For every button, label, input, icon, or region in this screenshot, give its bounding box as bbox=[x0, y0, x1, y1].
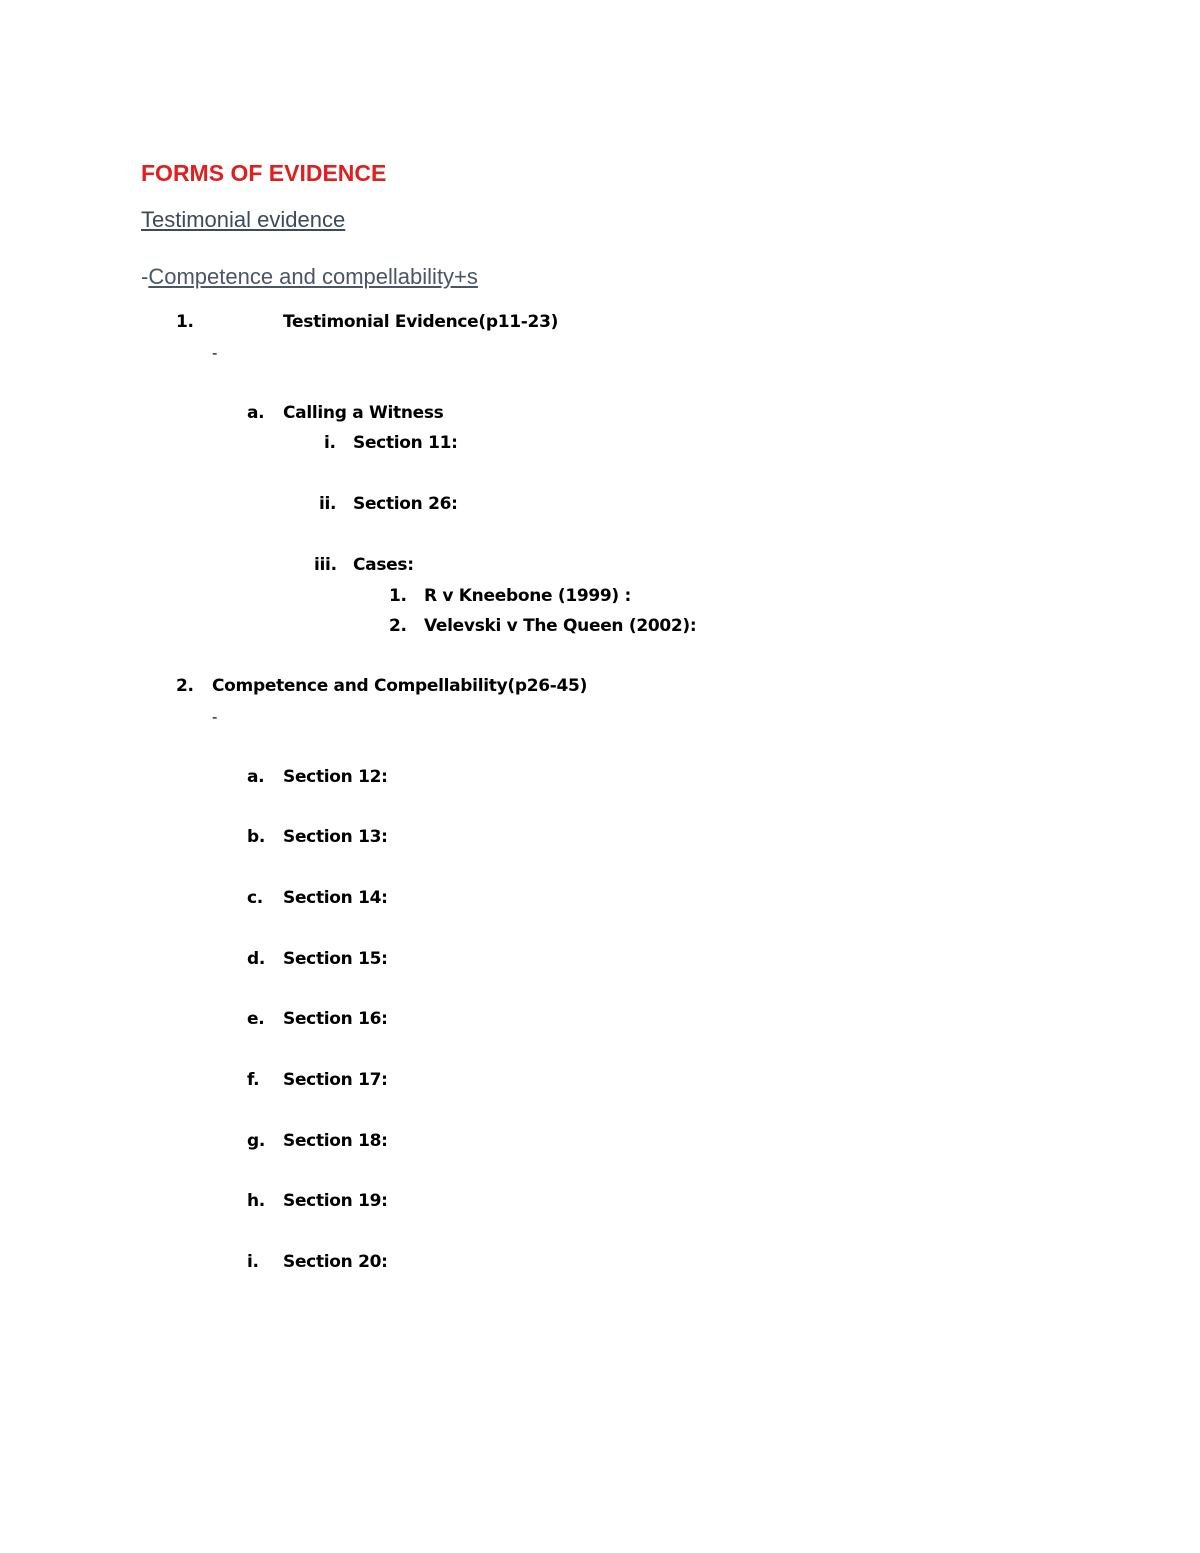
section-1-a-ii-label: Section 26: bbox=[353, 494, 458, 514]
topic-text: Competence and compellability+s bbox=[148, 264, 478, 289]
section-2-f-marker: f. bbox=[247, 1070, 260, 1090]
document-subtitle: Testimonial evidence bbox=[141, 207, 346, 232]
section-1-a-i-marker: i. bbox=[324, 433, 336, 453]
section-2-e-marker: e. bbox=[247, 1009, 265, 1029]
topic-prefix: - bbox=[141, 264, 149, 289]
section-2-a-marker: a. bbox=[247, 767, 265, 787]
section-1-marker: 1. bbox=[176, 312, 194, 332]
section-2-d-label: Section 15: bbox=[283, 949, 388, 969]
section-2-c-marker: c. bbox=[247, 888, 263, 908]
section-2-c-label: Section 14: bbox=[283, 888, 388, 908]
case-1-label: R v Kneebone (1999) : bbox=[424, 586, 632, 606]
case-1-marker: 1. bbox=[389, 586, 407, 606]
section-1-a-iii-marker: iii. bbox=[314, 555, 337, 575]
section-2-dash: - bbox=[212, 708, 218, 726]
document-title: FORMS OF EVIDENCE bbox=[141, 160, 387, 186]
section-2-i-label: Section 20: bbox=[283, 1252, 388, 1272]
section-2-g-label: Section 18: bbox=[283, 1131, 388, 1151]
section-1-dash: - bbox=[212, 344, 218, 362]
section-2-h-marker: h. bbox=[247, 1191, 265, 1211]
section-2-e-label: Section 16: bbox=[283, 1009, 388, 1029]
section-1-a-ii-marker: ii. bbox=[319, 494, 337, 514]
section-2-b-marker: b. bbox=[247, 827, 266, 847]
section-2-f-label: Section 17: bbox=[283, 1070, 388, 1090]
section-2-marker: 2. bbox=[176, 676, 194, 696]
case-2-marker: 2. bbox=[389, 616, 407, 636]
section-2-a-label: Section 12: bbox=[283, 767, 388, 787]
section-1-a-label: Calling a Witness bbox=[283, 403, 444, 423]
section-1-a-i-label: Section 11: bbox=[353, 433, 458, 453]
section-1-heading: Testimonial Evidence(p11-23) bbox=[283, 312, 559, 332]
section-2-d-marker: d. bbox=[247, 949, 266, 969]
section-2-heading: Competence and Compellability(p26-45) bbox=[212, 676, 588, 696]
section-2-i-marker: i. bbox=[247, 1252, 259, 1272]
topic-line bbox=[141, 263, 478, 291]
section-1-a-marker: a. bbox=[247, 403, 265, 423]
section-2-g-marker: g. bbox=[247, 1131, 266, 1151]
section-2-b-label: Section 13: bbox=[283, 827, 388, 847]
section-1-a-iii-label: Cases: bbox=[353, 555, 414, 575]
case-2-label: Velevski v The Queen (2002): bbox=[424, 616, 697, 636]
section-2-h-label: Section 19: bbox=[283, 1191, 388, 1211]
